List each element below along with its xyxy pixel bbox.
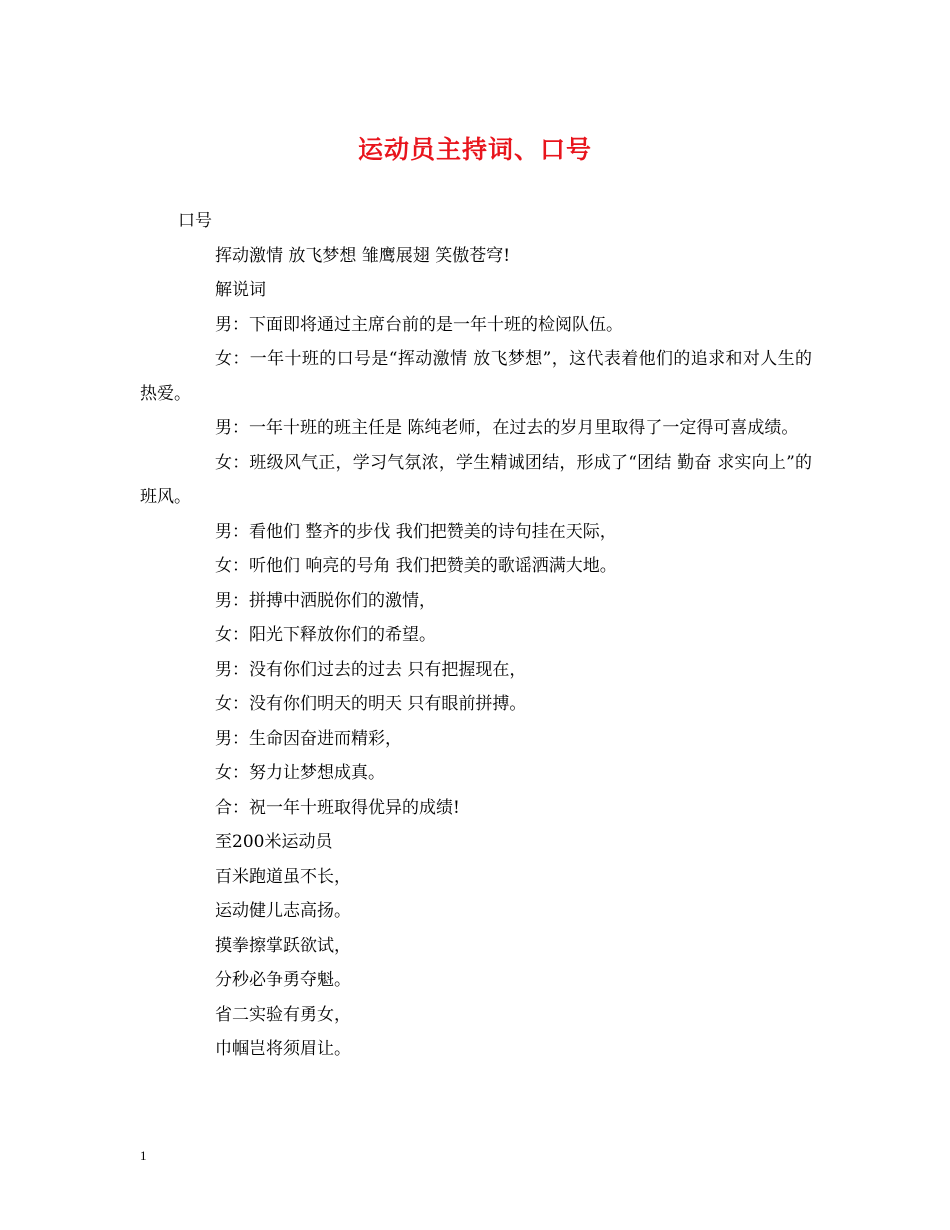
commentary-line: 女：听他们 响亮的号角 我们把赞美的歌谣洒满大地。: [215, 556, 617, 576]
poem-line: 运动健儿志高扬。: [215, 901, 351, 921]
slogan-text: 挥动激情 放飞梦想 雏鹰展翅 笑傲苍穹!: [215, 245, 511, 266]
commentary-line: 女：没有你们明天的明天 只有眼前拼搏。: [215, 694, 527, 714]
document-title: 运动员主持词、口号: [357, 135, 592, 164]
commentary-line: 女：努力让梦想成真。: [215, 763, 385, 783]
commentary-line: 女：一年十班的口号是“挥动激情 放飞梦想”，这代表着他们的追求和对人生的热爱。: [140, 349, 812, 404]
poem-line: 巾帼岂将须眉让。: [215, 1039, 351, 1059]
poem-line: 百米跑道虽不长，: [215, 866, 351, 887]
document-body: [140, 204, 812, 1067]
commentary-line: 男：没有你们过去的过去 只有把握现在，: [215, 659, 527, 680]
section-heading-slogan: 口号: [178, 211, 212, 231]
poem-heading: 至200米运动员: [215, 832, 333, 852]
commentary-line: 女：班级风气正，学习气氛浓，学生精诚团结，形成了“团结 勤奋 求实向上”的班风。: [140, 452, 812, 507]
poem-line: 省二实验有勇女，: [215, 1004, 351, 1025]
commentary-line: 男：拼搏中洒脱你们的激情，: [215, 590, 436, 611]
commentary-line: 合：祝一年十班取得优异的成绩!: [215, 797, 460, 818]
commentary-line: 男：生命因奋进而精彩，: [215, 728, 402, 749]
poem-line: 分秒必争勇夺魁。: [215, 970, 351, 990]
section-heading-commentary: 解说词: [215, 280, 266, 300]
commentary-line: 男：下面即将通过主席台前的是一年十班的检阅队伍。: [215, 314, 623, 335]
commentary-line: 男：一年十班的班主任是 陈纯老师，在过去的岁月里取得了一定得可喜成绩。: [215, 418, 799, 438]
poem-line: 摸拳擦掌跃欲试，: [215, 935, 351, 956]
commentary-line: 女：阳光下释放你们的希望。: [215, 625, 436, 645]
commentary-line: 男：看他们 整齐的步伐 我们把赞美的诗句挂在天际，: [215, 521, 617, 542]
page-number: 1: [140, 1148, 147, 1163]
